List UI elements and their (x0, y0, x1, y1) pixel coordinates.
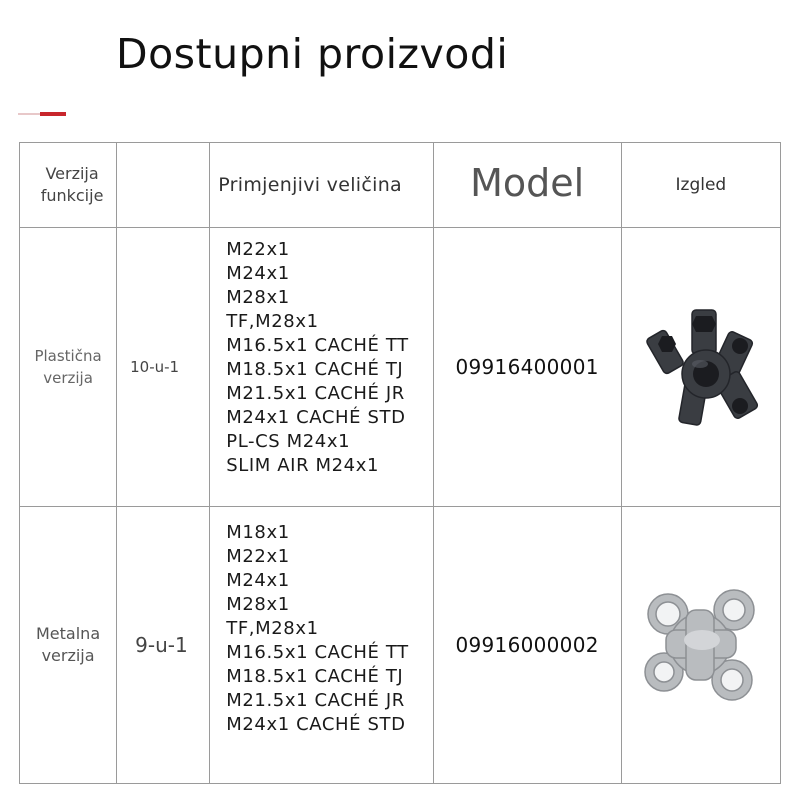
size-item: M22x1 (226, 239, 290, 260)
table-header-row (20, 143, 781, 228)
products-table (19, 142, 781, 784)
row-version-line1: Plastična (34, 347, 102, 365)
size-item: SLIM AIR M24x1 (226, 455, 380, 476)
table-row (20, 228, 781, 507)
size-item: TF,M28x1 (226, 311, 319, 332)
page-title: Dostupni proizvodi (116, 30, 509, 78)
row-sizes (210, 507, 433, 784)
row-version (20, 507, 117, 784)
size-item: M16.5x1 CACHÉ TT (226, 642, 409, 663)
row-image (621, 228, 780, 507)
row-version (20, 228, 117, 507)
row-version-line2: verzija (41, 646, 95, 665)
table-row (20, 507, 781, 784)
row-count: 9-u-1 (117, 507, 210, 784)
row-sizes (210, 228, 433, 507)
size-item: M24x1 (226, 263, 290, 284)
size-item: TF,M28x1 (226, 618, 319, 639)
header-model: Model (433, 143, 621, 228)
header-version-line1: Verzija (45, 164, 99, 183)
row-count: 10-u-1 (117, 228, 210, 507)
row-image (621, 507, 780, 784)
size-item: M22x1 (226, 546, 290, 567)
accent-divider-fade (18, 113, 40, 115)
size-item: PL-CS M24x1 (226, 431, 351, 452)
size-item: M28x1 (226, 594, 290, 615)
size-item: M24x1 CACHÉ STD (226, 407, 406, 428)
size-item: M24x1 CACHÉ STD (226, 714, 406, 735)
size-item: M21.5x1 CACHÉ JR (226, 690, 405, 711)
row-version-line2: verzija (43, 369, 93, 387)
accent-divider (40, 112, 66, 116)
size-item: M16.5x1 CACHÉ TT (226, 335, 409, 356)
size-item: M28x1 (226, 287, 290, 308)
metal-key-tool-icon (636, 580, 766, 710)
size-item: M18.5x1 CACHÉ TJ (226, 666, 404, 687)
header-version (20, 143, 117, 228)
row-model: 09916400001 (433, 228, 621, 507)
row-model: 09916000002 (433, 507, 621, 784)
header-sizes: Primjenjivi veličina (210, 143, 433, 228)
header-count (117, 143, 210, 228)
plastic-key-tool-icon (636, 302, 766, 432)
size-item: M18x1 (226, 522, 290, 543)
size-item: M21.5x1 CACHÉ JR (226, 383, 405, 404)
header-look: Izgled (621, 143, 780, 228)
header-version-line2: funkcije (40, 186, 104, 205)
row-version-line1: Metalna (36, 624, 101, 643)
size-item: M24x1 (226, 570, 290, 591)
size-item: M18.5x1 CACHÉ TJ (226, 359, 404, 380)
